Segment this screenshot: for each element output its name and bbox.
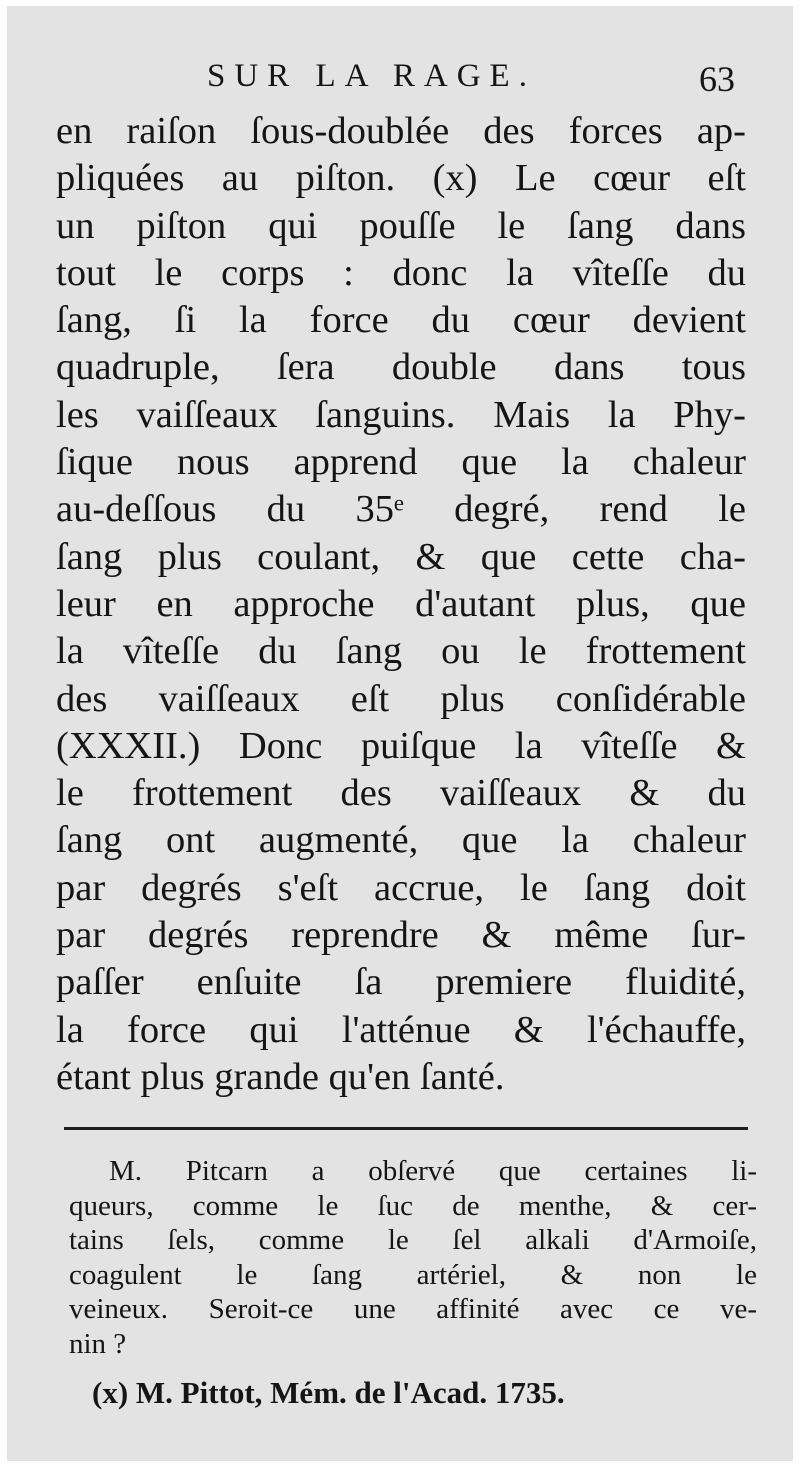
- citation-footnote: (x) M. Pittot, Mém. de l'Acad. 1735.: [92, 1375, 565, 1410]
- running-title: SUR LA RAGE.: [207, 58, 536, 94]
- book-page: [7, 6, 793, 1461]
- text-line: ſang plus coulant, & que cette cha-: [56, 535, 746, 578]
- text-line: leur en approche d'autant plus, que: [56, 582, 746, 625]
- text-line: (XXXII.) Donc puiſque la vîteſſe &: [56, 724, 746, 767]
- footnote-line: tains ſels, comme le ſel alkali d'Armoiſe,: [69, 1224, 757, 1257]
- text-line: des vaiſſeaux eſt plus conſidérable: [56, 677, 746, 720]
- text-line: la force qui l'atténue & l'échauffe,: [56, 1008, 746, 1051]
- text-line: pliquées au piſton. (x) Le cœur eſt: [56, 157, 746, 200]
- footnote-block: [69, 1154, 757, 1362]
- text-line: les vaiſſeaux ſanguins. Mais la Phy-: [56, 393, 746, 436]
- footnote-line: nin ?: [69, 1327, 127, 1360]
- footnote-divider: [64, 1127, 748, 1130]
- page-header: [67, 58, 733, 108]
- text-line: paſſer enſuite ſa premiere fluidité,: [56, 961, 746, 1004]
- text-line: étant plus grande qu'en ſanté.: [56, 1055, 505, 1098]
- text-line: tout le corps : donc la vîteſſe du: [56, 251, 746, 294]
- text-line: par degrés reprendre & même ſur-: [56, 914, 746, 957]
- text-line: ſang, ſi la force du cœur devient: [56, 299, 746, 342]
- footnote-line: M. Pitcarn a obſervé que certaines li-: [109, 1155, 757, 1187]
- text-line: quadruple, ſera double dans tous: [56, 346, 746, 389]
- text-line: par degrés s'eſt accrue, le ſang doit: [56, 866, 746, 909]
- text-line: la vîteſſe du ſang ou le frottement: [56, 630, 746, 673]
- main-text: [56, 108, 746, 1101]
- text-line: le frottement des vaiſſeaux & du: [56, 772, 746, 815]
- footnote-line: queurs, comme le ſuc de menthe, & cer-: [69, 1189, 757, 1222]
- text-line: au-deſſous du 35ᵉ degré, rend le: [56, 488, 746, 531]
- footnote-line: coagulent le ſang artériel, & non le: [69, 1258, 757, 1291]
- text-line: ſique nous apprend que la chaleur: [56, 441, 746, 484]
- text-line: un piſton qui pouſſe le ſang dans: [56, 204, 746, 247]
- footnote-line: veineux. Seroit-ce une affinité avec ce ve-: [69, 1293, 757, 1326]
- text-line: ſang ont augmenté, que la chaleur: [56, 819, 746, 862]
- text-line: en raiſon ſous-doublée des forces ap-: [56, 110, 746, 152]
- page-number: 63: [699, 59, 735, 99]
